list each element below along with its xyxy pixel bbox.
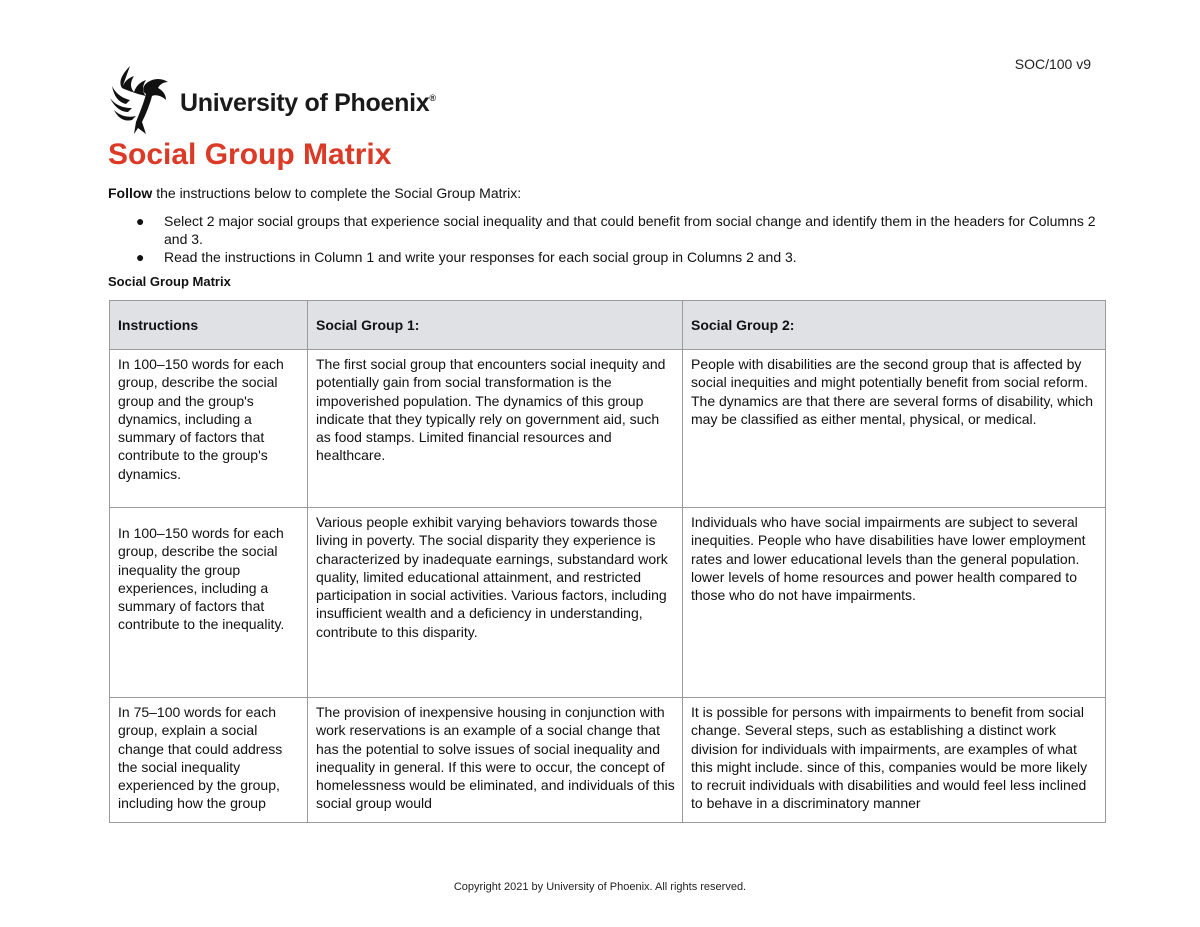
bullet-icon: ● bbox=[136, 213, 145, 229]
table-row bbox=[110, 698, 1106, 823]
table-row bbox=[110, 508, 1106, 698]
intro-bold: Follow bbox=[108, 185, 153, 201]
intro-text: the instructions below to complete the Social Group Matrix: bbox=[152, 185, 522, 201]
group-2-response-cell: It is possible for persons with impairments to benefit from social change. Several steps, such as establishing a distinct work division for individuals with impairments, are examples of what this might include. since of this, companies would be more likely to recruit individuals with disabilities and would feel less inclined to behave in a discriminatory manner bbox=[683, 698, 1106, 823]
instructions-cell: In 100–150 words for each group, describe the social group and the group's dynamics, including a summary of factors that contribute to the group's dynamics. bbox=[110, 350, 308, 508]
group-1-response-cell: Various people exhibit varying behaviors towards those living in poverty. The social disparity they experience is characterized by inadequate earnings, substandard work quality, limited educational attainment, and restricted participation in social activities. Various factors, including insufficient wealth and a deficiency in understanding, contribute to this disparity. bbox=[308, 508, 683, 698]
social-group-matrix-table bbox=[109, 300, 1106, 823]
group-1-response-cell: The provision of inexpensive housing in conjunction with work reservations is an example of a social change that has the potential to solve issues of social inequality and inequality in general. If this were to occur, the concept of homelessness would be eliminated, and individuals of this social group would bbox=[308, 698, 683, 823]
instructions-cell: In 75–100 words for each group, explain a social change that could address the social inequality experienced by the group, including how the group bbox=[110, 698, 308, 823]
instructions-cell: In 100–150 words for each group, describe the social inequality the group experiences, including a summary of factors that contribute to the inequality. bbox=[110, 508, 308, 698]
group-2-response-cell: Individuals who have social impairments are subject to several inequities. People who have disabilities have lower employment rates and lower educational levels than the general population. lower levels of home resources and power health compared to those who do not have impairments. bbox=[683, 508, 1106, 698]
university-logo bbox=[108, 64, 436, 136]
matrix-caption: Social Group Matrix bbox=[108, 274, 231, 289]
logo-wordmark: University of Phoenix® bbox=[180, 88, 436, 117]
course-version: SOC/100 v9 bbox=[1014, 56, 1091, 72]
table-row bbox=[110, 350, 1106, 508]
list-item: ● Read the instructions in Column 1 and write your responses for each social group in Columns 2 and 3. bbox=[136, 249, 797, 265]
bullet-icon: ● bbox=[136, 249, 145, 265]
group-1-response-cell: The first social group that encounters social inequity and potentially gain from social transformation is the impoverished population. The dynamics of this group indicate that they typically rely on government aid, such as food stamps. Limited financial resources and healthcare. bbox=[308, 350, 683, 508]
header-instructions: Instructions bbox=[110, 301, 308, 350]
instruction-bullets bbox=[108, 212, 1098, 266]
phoenix-logo-icon bbox=[108, 64, 174, 136]
instructions-intro bbox=[108, 185, 521, 201]
header-social-group-2: Social Group 2: bbox=[683, 301, 1106, 350]
page-title: Social Group Matrix bbox=[108, 138, 392, 171]
group-2-response-cell: People with disabilities are the second group that is affected by social inequities and might potentially benefit from social reform. The dynamics are that there are several forms of disability, which may be classified as either mental, physical, or medical. bbox=[683, 350, 1106, 508]
list-item: ● Select 2 major social groups that experience social inequality and that could benefit from social change and identify them in the headers for Columns 2 and 3. bbox=[136, 213, 1096, 247]
header-social-group-1: Social Group 1: bbox=[308, 301, 683, 350]
table-header-row bbox=[110, 301, 1106, 350]
copyright-footer: Copyright 2021 by University of Phoenix. All rights reserved. bbox=[453, 881, 747, 893]
